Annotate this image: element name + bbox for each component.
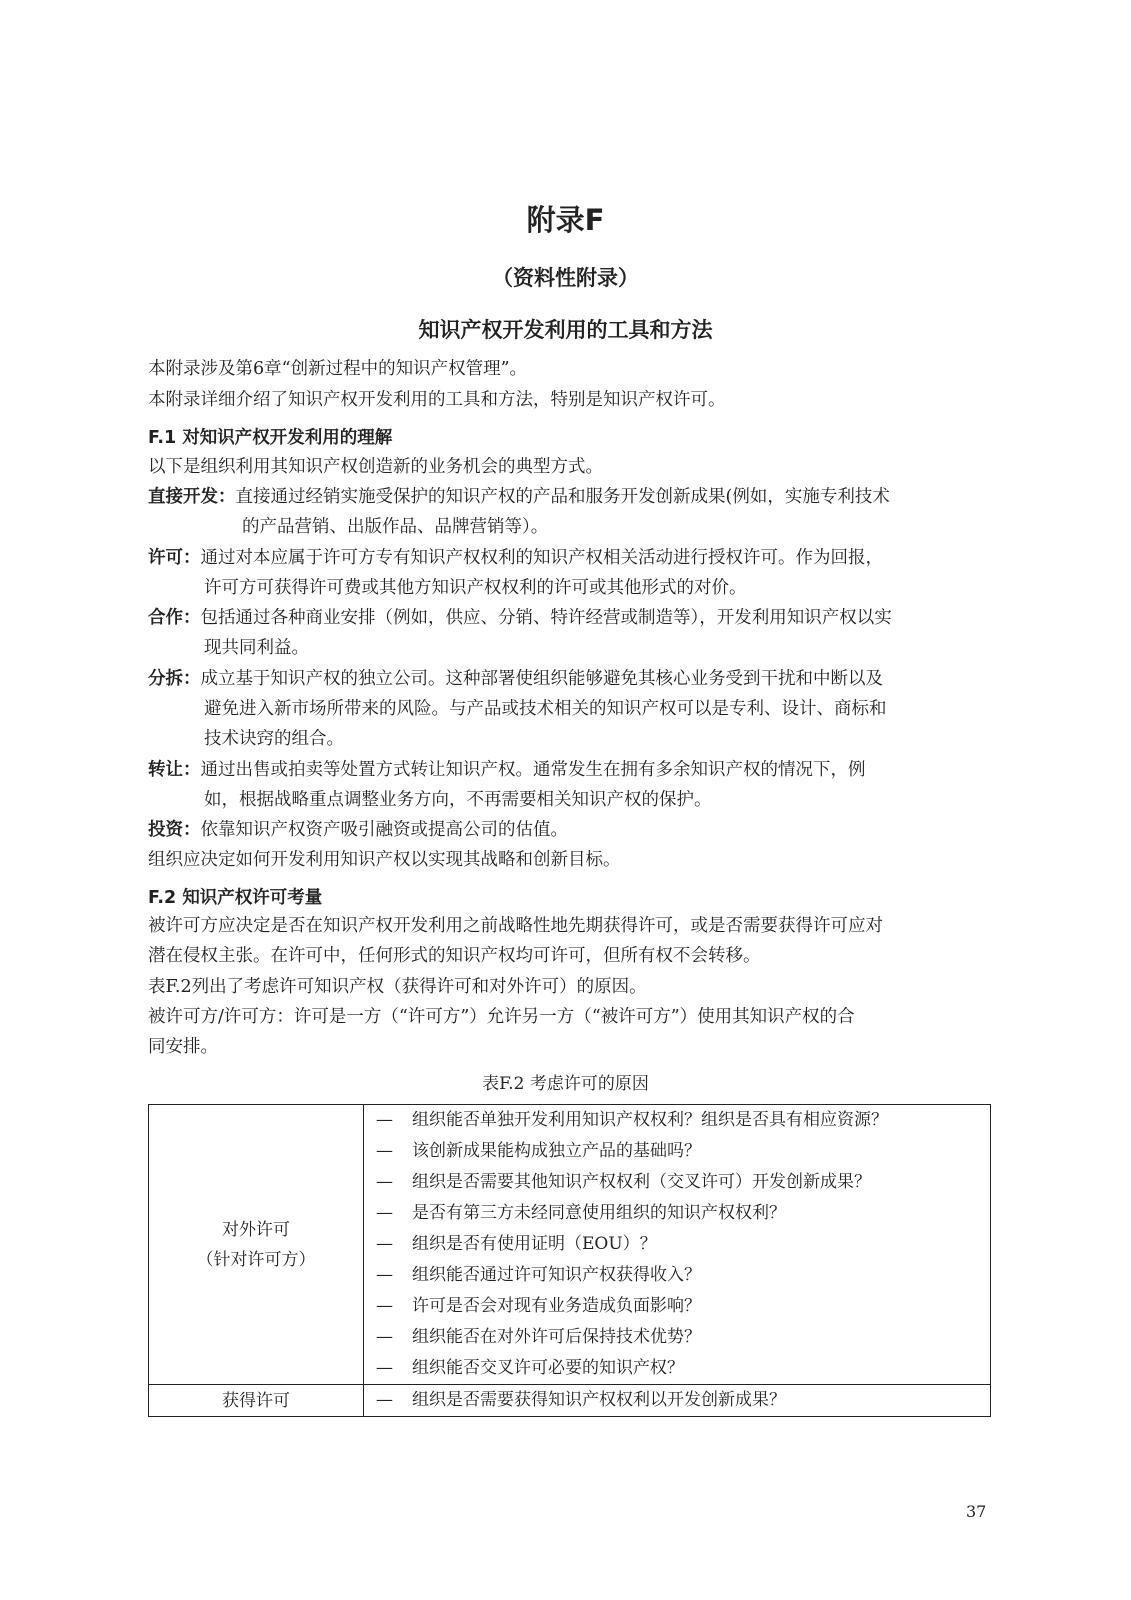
f2-paragraph-line: 潜在侵权主张。在许可中，任何形式的知识产权均可许可，但所有权不会转移。	[148, 946, 761, 966]
table-row	[149, 1385, 991, 1417]
row-label: 获得许可	[222, 1390, 290, 1411]
appendix-title: 附录F	[526, 203, 605, 237]
term-label: 转让：	[148, 760, 201, 780]
term-entry	[148, 543, 883, 573]
term-entry	[148, 603, 892, 633]
list-item: — 该创新成果能构成独立产品的基础吗？	[364, 1136, 990, 1167]
f2-paragraph-line: 被许可方应决定是否在知识产权开发利用之前战略性地先期获得许可，或是否需要获得许可应对	[148, 916, 883, 936]
intro-line: 本附录涉及第6章“创新过程中的知识产权管理”。	[148, 359, 528, 379]
items-cell	[364, 1385, 991, 1417]
list-item: — 许可是否会对现有业务造成负面影响？	[364, 1291, 990, 1322]
f2-paragraph-line: 表F.2列出了考虑许可知识产权（获得许可和对外许可）的原因。	[148, 977, 647, 997]
term-text-cont: 许可方可获得许可费或其他方知识产权权利的许可或其他形式的对价。	[204, 578, 747, 598]
f1-closing: 组织应决定如何开发利用知识产权以实现其战略和创新目标。	[148, 850, 621, 870]
list-item: — 组织能否单独开发利用知识产权权利？组织是否具有相应资源？	[364, 1105, 990, 1136]
dash-marker: —	[376, 1141, 393, 1161]
term-entry	[148, 755, 866, 785]
section-title: 知识产权许可考量	[182, 888, 323, 908]
f2-paragraph-line: 被许可方/许可方：许可是一方（“许可方”）允许另一方（“被许可方”）使用其知识产权的合	[148, 1007, 855, 1027]
dash-marker: —	[376, 1110, 393, 1130]
term-label: 投资：	[148, 820, 201, 840]
dash-marker: —	[376, 1234, 393, 1254]
section-heading-f1	[148, 424, 392, 449]
row-label: 对外许可	[222, 1219, 290, 1240]
term-text-cont: 如，根据战略重点调整业务方向，不再需要相关知识产权的保护。	[204, 790, 712, 810]
dash-marker: —	[376, 1358, 393, 1378]
row-label-sub: （针对许可方）	[196, 1249, 316, 1270]
f2-paragraph-line: 同安排。	[148, 1037, 218, 1057]
items-cell	[364, 1105, 991, 1385]
term-text-cont: 避免进入新市场所带来的风险。与产品或技术相关的知识产权可以是专利、设计、商标和	[204, 699, 887, 719]
term-text: 通过对本应属于许可方专有知识产权权利的知识产权相关活动进行授权许可。作为回报，	[200, 548, 883, 568]
reasons-table	[148, 1104, 991, 1417]
list-item: — 组织能否通过许可知识产权获得收入？	[364, 1260, 990, 1291]
term-label: 许可：	[148, 548, 201, 568]
term-entry	[148, 482, 890, 512]
term-label: 直接开发：	[148, 487, 236, 507]
term-entry	[148, 664, 883, 694]
row-label-cell	[149, 1385, 364, 1417]
appendix-subtitle: （资料性附录）	[492, 266, 639, 290]
dash-marker: —	[376, 1203, 393, 1223]
dash-marker: —	[376, 1296, 393, 1316]
term-label: 分拆：	[148, 669, 201, 689]
dash-marker: —	[376, 1172, 393, 1192]
intro-line: 本附录详细介绍了知识产权开发利用的工具和方法，特别是知识产权许可。	[148, 390, 726, 410]
term-text-cont: 的产品营销、出版作品、品牌营销等）。	[242, 517, 549, 537]
term-text-cont: 现共同利益。	[204, 638, 309, 658]
term-label: 合作：	[148, 608, 201, 628]
section-number: F.1	[148, 428, 177, 448]
page-number: 37	[966, 1502, 987, 1521]
section-number: F.2	[148, 888, 177, 908]
appendix-heading: 知识产权开发利用的工具和方法	[418, 318, 713, 342]
list-item: — 是否有第三方未经同意使用组织的知识产权权利？	[364, 1198, 990, 1229]
list-item: — 组织是否有使用证明（EOU）？	[364, 1229, 990, 1260]
list-item: — 组织是否需要其他知识产权权利（交叉许可）开发创新成果？	[364, 1167, 990, 1198]
table-caption: 表F.2 考虑许可的原因	[482, 1074, 649, 1094]
term-text: 直接通过经销实施受保护的知识产权的产品和服务开发创新成果(例如，实施专利技术	[235, 487, 890, 507]
f1-lead: 以下是组织利用其知识产权创造新的业务机会的典型方式。	[148, 457, 603, 477]
dash-marker: —	[376, 1327, 393, 1347]
dash-marker: —	[376, 1390, 393, 1410]
dash-marker: —	[376, 1265, 393, 1285]
section-title: 对知识产权开发利用的理解	[182, 428, 393, 448]
section-heading-f2	[148, 884, 322, 909]
list-item: — 组织能否在对外许可后保持技术优势？	[364, 1322, 990, 1353]
term-text: 包括通过各种商业安排（例如，供应、分销、特许经营或制造等），开发利用知识产权以实	[200, 608, 892, 628]
table-row	[149, 1105, 991, 1385]
term-entry	[148, 815, 568, 845]
term-text-cont: 技术诀窍的组合。	[204, 729, 344, 749]
term-text: 通过出售或拍卖等处置方式转让知识产权。通常发生在拥有多余知识产权的情况下，例	[200, 760, 866, 780]
term-text: 依靠知识产权资产吸引融资或提高公司的估值。	[200, 820, 568, 840]
term-text: 成立基于知识产权的独立公司。这种部署使组织能够避免其核心业务受到干扰和中断以及	[200, 669, 883, 689]
list-item: — 组织能否交叉许可必要的知识产权？	[364, 1353, 990, 1384]
row-label-cell	[149, 1105, 364, 1385]
list-item: — 组织是否需要获得知识产权权利以开发创新成果？	[364, 1385, 990, 1416]
